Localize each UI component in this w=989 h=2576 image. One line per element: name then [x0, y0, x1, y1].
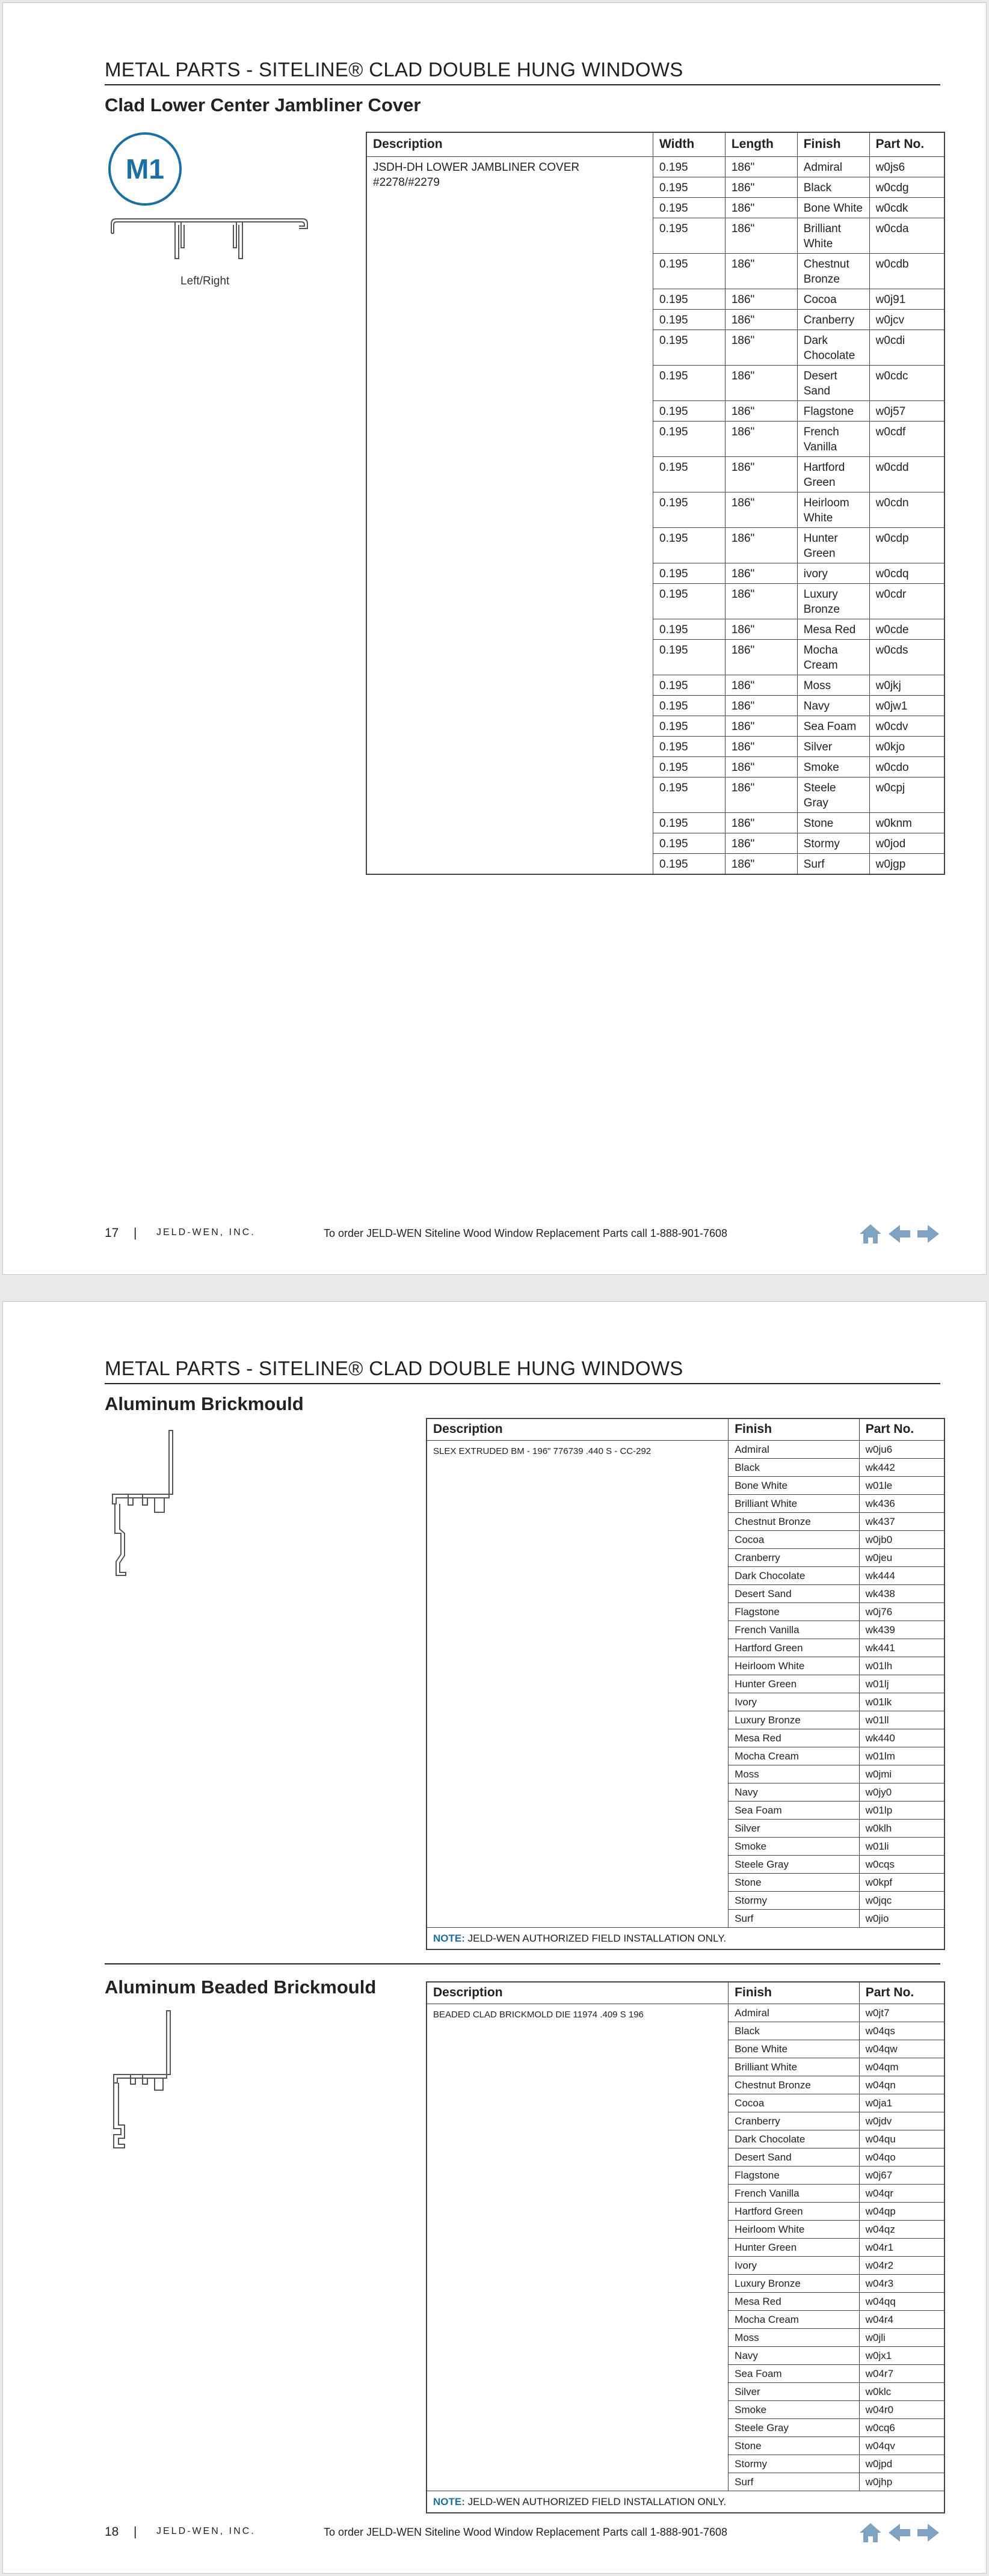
beaded-brickmould-parts-table — [426, 1981, 945, 2513]
part-number-cell: wk438 — [859, 1584, 944, 1602]
note-cell — [427, 2491, 944, 2513]
part-number-cell: w0jio — [859, 1909, 944, 1927]
part-number-cell: w0cde — [869, 619, 944, 639]
note-label: NOTE: — [433, 2495, 465, 2507]
arrow-right-icon[interactable] — [916, 1222, 941, 1245]
length-cell: 186" — [725, 639, 797, 675]
part-number-cell: w04qo — [859, 2148, 944, 2166]
finish-cell: Smoke — [797, 756, 869, 777]
part-number-cell: w0jw1 — [869, 695, 944, 716]
jambliner-profile-drawing — [105, 216, 313, 271]
finish-cell: Chestnut Bronze — [729, 1512, 860, 1530]
finish-cell: Luxury Bronze — [797, 583, 869, 619]
brickmould-parts-table — [426, 1418, 945, 1950]
finish-cell: Silver — [729, 2382, 860, 2400]
finish-cell: Mocha Cream — [729, 1747, 860, 1765]
part-number-cell: w04qn — [859, 2076, 944, 2094]
part-number-cell: w0jod — [869, 833, 944, 853]
description-cell: JSDH-DH LOWER JAMBLINER COVER #2278/#2279 — [366, 156, 653, 874]
finish-cell: Bone White — [729, 2040, 860, 2058]
part-number-cell: w01lj — [859, 1675, 944, 1693]
col-header-description: Description — [366, 132, 653, 156]
finish-cell: Silver — [797, 736, 869, 756]
part-number-cell: w01ll — [859, 1711, 944, 1729]
finish-cell: Hunter Green — [797, 527, 869, 563]
finish-cell: Black — [797, 177, 869, 197]
order-phone-text: To order JELD-WEN Siteline Wood Window Replacement Parts call 1-888-901-7608 — [324, 1227, 727, 1239]
finish-cell: Silver — [729, 1819, 860, 1837]
profile-label: Left/Right — [180, 275, 230, 287]
part-number-cell: w0cdb — [869, 253, 944, 289]
finish-cell: Navy — [729, 2346, 860, 2364]
finish-cell: Hartford Green — [797, 456, 869, 492]
finish-cell: Bone White — [729, 1476, 860, 1494]
width-cell: 0.195 — [653, 619, 726, 639]
part-number-cell: w0j76 — [859, 1602, 944, 1621]
part-number-cell: w0cdq — [869, 563, 944, 583]
part-number-cell: w0jeu — [859, 1548, 944, 1566]
finish-cell: Mesa Red — [729, 1729, 860, 1747]
finish-cell: ivory — [797, 563, 869, 583]
part-number-cell: w0ju6 — [859, 1440, 944, 1458]
finish-cell: Sea Foam — [729, 2364, 860, 2382]
part-number-cell: w0cdc — [869, 365, 944, 400]
width-cell: 0.195 — [653, 675, 726, 695]
width-cell: 0.195 — [653, 695, 726, 716]
part-number-cell: wk442 — [859, 1458, 944, 1476]
width-cell: 0.195 — [653, 177, 726, 197]
length-cell: 186" — [725, 156, 797, 177]
finish-cell: French Vanilla — [729, 2184, 860, 2202]
page-title: METAL PARTS - SITELINE® CLAD DOUBLE HUNG WINDOWS — [105, 58, 683, 81]
length-cell: 186" — [725, 675, 797, 695]
part-number-cell: w0cpj — [869, 777, 944, 812]
part-number-cell: w04qs — [859, 2022, 944, 2040]
finish-cell: Navy — [797, 695, 869, 716]
part-number-cell: w04qz — [859, 2220, 944, 2238]
part-badge: M1 — [108, 132, 182, 206]
finish-cell: Smoke — [729, 2400, 860, 2418]
finish-cell: Chestnut Bronze — [797, 253, 869, 289]
part-number-cell: w0jmi — [859, 1765, 944, 1783]
finish-cell: Flagstone — [729, 1602, 860, 1621]
part-number-cell: wk436 — [859, 1494, 944, 1512]
finish-cell: Stone — [797, 812, 869, 833]
part-number-cell: w04r2 — [859, 2256, 944, 2274]
finish-cell: Admiral — [729, 2004, 860, 2022]
finish-cell: Navy — [729, 1783, 860, 1801]
finish-cell: Ivory — [729, 1693, 860, 1711]
finish-cell: Dark Chocolate — [729, 2130, 860, 2148]
page-18 — [2, 1301, 987, 2574]
finish-cell: Brilliant White — [797, 218, 869, 253]
width-cell: 0.195 — [653, 833, 726, 853]
width-cell: 0.195 — [653, 639, 726, 675]
part-number-cell: w01lm — [859, 1747, 944, 1765]
part-number-cell: w0jgp — [869, 853, 944, 874]
part-number-cell: w0cdv — [869, 716, 944, 736]
part-number-cell: w04qw — [859, 2040, 944, 2058]
finish-cell: Luxury Bronze — [729, 2274, 860, 2292]
arrow-left-icon[interactable] — [887, 1222, 912, 1245]
part-number-cell: w0jcv — [869, 309, 944, 330]
note-cell — [427, 1927, 944, 1949]
part-number-cell: wk437 — [859, 1512, 944, 1530]
width-cell: 0.195 — [653, 756, 726, 777]
width-cell: 0.195 — [653, 400, 726, 421]
finish-cell: Brilliant White — [729, 1494, 860, 1512]
part-number-cell: w0cdn — [869, 492, 944, 527]
part-number-cell: w04qr — [859, 2184, 944, 2202]
part-number-cell: w01le — [859, 1476, 944, 1494]
finish-cell: Cranberry — [729, 1548, 860, 1566]
length-cell: 186" — [725, 421, 797, 456]
part-number-cell: w0cdr — [869, 583, 944, 619]
table-row — [427, 2004, 944, 2022]
finish-cell: Heirloom White — [729, 1657, 860, 1675]
note-text: JELD-WEN AUTHORIZED FIELD INSTALLATION ONLY. — [467, 2495, 727, 2507]
part-number-cell: w0ja1 — [859, 2094, 944, 2112]
width-cell: 0.195 — [653, 563, 726, 583]
finish-cell: Steele Gray — [729, 1855, 860, 1873]
length-cell: 186" — [725, 197, 797, 218]
company-name: JELD-WEN, INC. — [156, 2526, 256, 2536]
length-cell: 186" — [725, 365, 797, 400]
part-number-cell: w0cqs — [859, 1855, 944, 1873]
length-cell: 186" — [725, 289, 797, 309]
part-number-cell: w04qp — [859, 2202, 944, 2220]
width-cell: 0.195 — [653, 330, 726, 365]
section-title-beaded-brickmould: Aluminum Beaded Brickmould — [105, 1976, 377, 1998]
part-number-cell: w04qq — [859, 2292, 944, 2310]
length-cell: 186" — [725, 777, 797, 812]
order-phone-text: To order JELD-WEN Siteline Wood Window Replacement Parts call 1-888-901-7608 — [324, 2526, 727, 2538]
finish-cell: Dark Chocolate — [797, 330, 869, 365]
part-number-cell: w0jhp — [859, 2473, 944, 2491]
width-cell: 0.195 — [653, 197, 726, 218]
col-header-width: Width — [653, 132, 726, 156]
description-cell: BEADED CLAD BRICKMOLD DIE 11974 .409 S 196 — [427, 2004, 729, 2491]
finish-cell: Admiral — [729, 1440, 860, 1458]
finish-cell: Moss — [797, 675, 869, 695]
part-number-cell: w04r4 — [859, 2310, 944, 2328]
finish-cell: Mocha Cream — [729, 2310, 860, 2328]
home-icon[interactable] — [858, 1222, 883, 1245]
company-name: JELD-WEN, INC. — [156, 1227, 256, 1237]
finish-cell: Hartford Green — [729, 1639, 860, 1657]
length-cell: 186" — [725, 563, 797, 583]
part-number-cell: w0cdo — [869, 756, 944, 777]
part-number-cell: w04qv — [859, 2436, 944, 2455]
finish-cell: Stone — [729, 2436, 860, 2455]
page-number: 17 — [105, 1226, 119, 1240]
part-number-cell: w0jpd — [859, 2455, 944, 2473]
table-header-row — [427, 1418, 944, 1440]
width-cell: 0.195 — [653, 456, 726, 492]
width-cell: 0.195 — [653, 156, 726, 177]
finish-cell: Chestnut Bronze — [729, 2076, 860, 2094]
width-cell: 0.195 — [653, 527, 726, 563]
finish-cell: Luxury Bronze — [729, 1711, 860, 1729]
finish-cell: Cranberry — [729, 2112, 860, 2130]
arrow-left-icon[interactable] — [887, 2521, 912, 2544]
finish-cell: Cocoa — [729, 1530, 860, 1548]
width-cell: 0.195 — [653, 253, 726, 289]
width-cell: 0.195 — [653, 421, 726, 456]
page-nav — [858, 2521, 941, 2544]
finish-cell: French Vanilla — [729, 1621, 860, 1639]
part-number-cell: wk440 — [859, 1729, 944, 1747]
part-number-cell: w0cdk — [869, 197, 944, 218]
finish-cell: Moss — [729, 1765, 860, 1783]
part-number-cell: w0jy0 — [859, 1783, 944, 1801]
finish-cell: Stormy — [729, 2455, 860, 2473]
finish-cell: Mocha Cream — [797, 639, 869, 675]
page-title: METAL PARTS - SITELINE® CLAD DOUBLE HUNG WINDOWS — [105, 1357, 683, 1379]
part-number-cell: w0cdd — [869, 456, 944, 492]
part-number-cell: wk441 — [859, 1639, 944, 1657]
page-number: 18 — [105, 2525, 119, 2539]
part-number-cell: w0j91 — [869, 289, 944, 309]
part-number-cell: w0jb0 — [859, 1530, 944, 1548]
length-cell: 186" — [725, 330, 797, 365]
width-cell: 0.195 — [653, 812, 726, 833]
finish-cell: Hartford Green — [729, 2202, 860, 2220]
finish-cell: Dark Chocolate — [729, 1566, 860, 1584]
finish-cell: French Vanilla — [797, 421, 869, 456]
finish-cell: Heirloom White — [797, 492, 869, 527]
width-cell: 0.195 — [653, 777, 726, 812]
col-header-part-no: Part No. — [859, 1418, 944, 1440]
part-number-cell: w04r1 — [859, 2238, 944, 2256]
part-number-cell: w0jkj — [869, 675, 944, 695]
part-number-cell: w0cq6 — [859, 2418, 944, 2436]
width-cell: 0.195 — [653, 583, 726, 619]
finish-cell: Desert Sand — [729, 1584, 860, 1602]
part-number-cell: w0cda — [869, 218, 944, 253]
finish-cell: Sea Foam — [729, 1801, 860, 1819]
length-cell: 186" — [725, 527, 797, 563]
length-cell: 186" — [725, 253, 797, 289]
col-header-finish: Finish — [729, 1418, 860, 1440]
part-number-cell: w01lk — [859, 1693, 944, 1711]
finish-cell: Stormy — [797, 833, 869, 853]
finish-cell: Surf — [797, 853, 869, 874]
col-header-part-no: Part No. — [859, 1982, 944, 2004]
note-label: NOTE: — [433, 1932, 465, 1944]
part-number-cell: w04r7 — [859, 2364, 944, 2382]
width-cell: 0.195 — [653, 492, 726, 527]
footer-separator: | — [134, 2525, 137, 2539]
finish-cell: Surf — [729, 1909, 860, 1927]
finish-cell: Black — [729, 1458, 860, 1476]
width-cell: 0.195 — [653, 853, 726, 874]
length-cell: 186" — [725, 492, 797, 527]
finish-cell: Desert Sand — [797, 365, 869, 400]
width-cell: 0.195 — [653, 289, 726, 309]
length-cell: 186" — [725, 456, 797, 492]
table-header-row — [366, 132, 944, 156]
table-header-row — [427, 1982, 944, 2004]
width-cell: 0.195 — [653, 309, 726, 330]
title-rule — [105, 1383, 940, 1384]
part-number-cell: w0kpf — [859, 1873, 944, 1891]
width-cell: 0.195 — [653, 218, 726, 253]
part-number-cell: w0jli — [859, 2328, 944, 2346]
col-header-finish: Finish — [797, 132, 869, 156]
section-divider — [105, 1963, 940, 1964]
note-text: JELD-WEN AUTHORIZED FIELD INSTALLATION ONLY. — [467, 1932, 727, 1944]
part-number-cell: w0j57 — [869, 400, 944, 421]
finish-cell: Steele Gray — [729, 2418, 860, 2436]
part-number-cell: w01lh — [859, 1657, 944, 1675]
part-number-cell: w0j67 — [859, 2166, 944, 2184]
part-number-cell: w0cdi — [869, 330, 944, 365]
finish-cell: Ivory — [729, 2256, 860, 2274]
part-number-cell: w0cdp — [869, 527, 944, 563]
part-number-cell: w0cdf — [869, 421, 944, 456]
table-row — [366, 156, 944, 177]
jambliner-parts-table — [366, 132, 945, 875]
finish-cell: Cocoa — [797, 289, 869, 309]
col-header-description: Description — [427, 1418, 729, 1440]
section-title: Clad Lower Center Jambliner Cover — [105, 94, 421, 115]
part-number-cell: w0jdv — [859, 2112, 944, 2130]
col-header-part-no: Part No. — [869, 132, 944, 156]
footer-separator: | — [134, 1226, 137, 1240]
page-17 — [2, 2, 987, 1275]
finish-cell: Desert Sand — [729, 2148, 860, 2166]
finish-cell: Hunter Green — [729, 2238, 860, 2256]
length-cell: 186" — [725, 695, 797, 716]
length-cell: 186" — [725, 218, 797, 253]
part-number-cell: wk439 — [859, 1621, 944, 1639]
finish-cell: Flagstone — [797, 400, 869, 421]
part-number-cell: w04qu — [859, 2130, 944, 2148]
length-cell: 186" — [725, 812, 797, 833]
part-number-cell: wk444 — [859, 1566, 944, 1584]
part-number-cell: w0jqc — [859, 1891, 944, 1909]
section-title-brickmould: Aluminum Brickmould — [105, 1393, 304, 1414]
finish-cell: Cranberry — [797, 309, 869, 330]
note-row — [427, 2491, 944, 2513]
length-cell: 186" — [725, 400, 797, 421]
finish-cell: Surf — [729, 2473, 860, 2491]
width-cell: 0.195 — [653, 736, 726, 756]
finish-cell: Cocoa — [729, 2094, 860, 2112]
page-footer — [105, 1226, 947, 1244]
part-number-cell: w0klc — [859, 2382, 944, 2400]
part-number-cell: w0cds — [869, 639, 944, 675]
note-row — [427, 1927, 944, 1949]
title-rule — [105, 84, 940, 85]
arrow-right-icon[interactable] — [916, 2521, 941, 2544]
length-cell: 186" — [725, 309, 797, 330]
part-number-cell: w0knm — [869, 812, 944, 833]
length-cell: 186" — [725, 736, 797, 756]
part-number-cell: w01lp — [859, 1801, 944, 1819]
finish-cell: Flagstone — [729, 2166, 860, 2184]
width-cell: 0.195 — [653, 716, 726, 736]
finish-cell: Mesa Red — [797, 619, 869, 639]
finish-cell: Stormy — [729, 1891, 860, 1909]
finish-cell: Bone White — [797, 197, 869, 218]
part-number-cell: w01li — [859, 1837, 944, 1855]
page-nav — [858, 1222, 941, 1245]
description-cell: SLEX EXTRUDED BM - 196" 776739 .440 S - CC-292 — [427, 1440, 729, 1927]
finish-cell: Black — [729, 2022, 860, 2040]
length-cell: 186" — [725, 756, 797, 777]
length-cell: 186" — [725, 583, 797, 619]
finish-cell: Brilliant White — [729, 2058, 860, 2076]
part-number-cell: w04r3 — [859, 2274, 944, 2292]
finish-cell: Heirloom White — [729, 2220, 860, 2238]
length-cell: 186" — [725, 619, 797, 639]
part-number-cell: w0js6 — [869, 156, 944, 177]
part-number-cell: w0kjo — [869, 736, 944, 756]
table-row — [427, 1440, 944, 1458]
part-number-cell: w0klh — [859, 1819, 944, 1837]
page-footer — [105, 2525, 947, 2543]
finish-cell: Moss — [729, 2328, 860, 2346]
length-cell: 186" — [725, 853, 797, 874]
length-cell: 186" — [725, 716, 797, 736]
length-cell: 186" — [725, 177, 797, 197]
part-number-cell: w0cdg — [869, 177, 944, 197]
width-cell: 0.195 — [653, 365, 726, 400]
finish-cell: Steele Gray — [797, 777, 869, 812]
finish-cell: Smoke — [729, 1837, 860, 1855]
col-header-length: Length — [725, 132, 797, 156]
col-header-description: Description — [427, 1982, 729, 2004]
length-cell: 186" — [725, 833, 797, 853]
part-number-cell: w04r0 — [859, 2400, 944, 2418]
home-icon[interactable] — [858, 2521, 883, 2544]
finish-cell: Admiral — [797, 156, 869, 177]
brickmould-profile-drawing — [106, 1428, 185, 1578]
part-number-cell: w04qm — [859, 2058, 944, 2076]
part-number-cell: w0jx1 — [859, 2346, 944, 2364]
col-header-finish: Finish — [729, 1982, 860, 2004]
finish-cell: Stone — [729, 1873, 860, 1891]
part-number-cell: w0jt7 — [859, 2004, 944, 2022]
finish-cell: Hunter Green — [729, 1675, 860, 1693]
finish-cell: Mesa Red — [729, 2292, 860, 2310]
finish-cell: Sea Foam — [797, 716, 869, 736]
beaded-brickmould-profile-drawing — [106, 2008, 185, 2153]
